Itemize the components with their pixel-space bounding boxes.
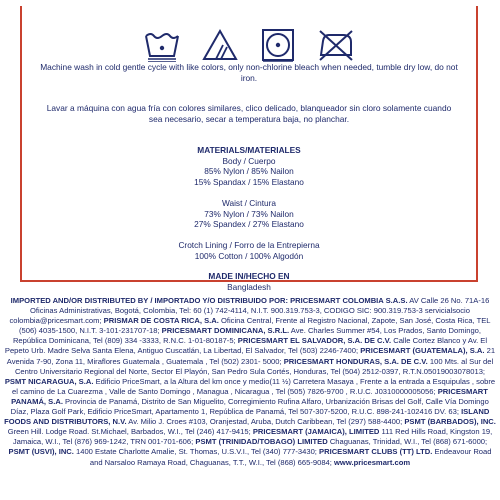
distributor-name: PSMT (BARBADOS), INC. bbox=[404, 417, 496, 427]
waist-label: Waist / Cintura bbox=[221, 197, 277, 208]
wash-30-gentle-icon bbox=[143, 28, 181, 62]
body-line-2: 15% Spandax / 15% Elastano bbox=[194, 177, 304, 188]
website-link[interactable]: www.pricesmart.com bbox=[334, 457, 411, 467]
distributor-name: PRISMAR DE COSTA RICA, S.A. bbox=[103, 316, 219, 326]
distributor-address: 100 Mts. al Sur del Centro Universitario Regional del Norte, Sector El Playón, San Pedro Sula Cortés, Honduras, Tel (504) 2512-0397, R.T.N.05019003078013; bbox=[14, 356, 494, 376]
distributor-address: Calle Cortez Blanco y Av. El Pepeto Urb. Madre Selva Santa Elena, Antiguo Cuscatlán, La Libertad, El Salvador, Tel (503) 2246-7400; bbox=[4, 336, 488, 356]
distributor-address: Av. Milio J. Croes #103, Oranjestad, Aruba, Dutch Caribbean, Tel (297) 588-4400; bbox=[126, 417, 403, 427]
made-in-heading: MADE IN/HECHO EN bbox=[208, 271, 290, 282]
distributor-name: PRICESMART EL SALVADOR, S.A. DE C.V. bbox=[237, 336, 392, 346]
distributor-address: Ave. Charles Summer #54, Los Prados, Santo Domingo, República Dominicana, Tel (809) 334 -3333, R.N.C. 1-01-80187-5; bbox=[12, 326, 482, 346]
distributor-name: PRICESMART (JAMAICA), LIMITED bbox=[252, 427, 380, 437]
distributor-address: 111 Red Hills Road, Kingston 19, Jamaica, W.I., Tel (876) 969-1242, TRN 001-701-606; bbox=[12, 427, 493, 447]
distributor-name: PSMT NICARAGUA, S.A. bbox=[4, 376, 94, 386]
care-instructions-es: Lavar a máquina con agua fría con colores similares, clico delicado, blanqueador sin cloro solamente cuando sea necesario, secar a temperatura baja, no planchar. bbox=[46, 103, 452, 124]
distributor-address: Provincia de Panamá, Distrito de San Miguelito, Corregimiento Rufina Alfaro, Urbanización Brisas del Golf, Calle Vía Domingo Díaz, Plaza Golf Park, Edificio PriceSmart, Apartamento 1, República de Panamá, Tel 507-307-5200, R.U.C. 898-241-102416 DV. 63; bbox=[10, 396, 489, 417]
bleach-triangle-icon bbox=[201, 28, 239, 62]
distributor-heading: IMPORTED AND/OR DISTRIBUTED BY / IMPORTADO Y/O DISTRIBUIDO POR: PRICESMART bbox=[10, 296, 341, 305]
care-instructions-en: Machine wash in cold gentle cycle with like colors, only non-chlorine bleach when needed, tumble dry low, do not iron. bbox=[40, 62, 458, 83]
body-line-1: 85% Nylon / 85% Nailon bbox=[204, 166, 294, 177]
materials-section bbox=[22, 145, 476, 293]
distributor-address: Oficina Central, Frente al Registro Nacional, Zapote, San José, Costa Rica, TEL (506) 4035-1500, N.I.T. 3-101-231707-18; bbox=[18, 316, 491, 336]
care-symbols bbox=[22, 28, 476, 62]
distributor-address: Chaguanas, Trinidad, W.I., Tel (868) 671-6000; bbox=[327, 437, 488, 447]
care-label-frame bbox=[20, 6, 478, 293]
distributor-name: ISLAND FOODS AND DISTRIBUTORS, N.V. bbox=[4, 407, 490, 427]
distributor-address: 21 Avenida 7-90, Zona 11, Miraflores Guatemala , Guatemala , Tel (502) 2301- 5000; bbox=[6, 346, 496, 366]
distributor-info bbox=[0, 296, 500, 468]
distributor-name: PRICESMART CLUBS (TT) LTD. bbox=[319, 447, 433, 457]
distributor-name: PRICESMART PANAMÁ, S.A. bbox=[11, 386, 488, 406]
crotch-line-1: 100% Cotton / 100% Algodón bbox=[194, 250, 304, 261]
distributor-address: 1400 Estate Charlotte Amalie, St. Thomas, U.S.V.I., Tel (340) 777-3430; bbox=[73, 447, 317, 457]
made-in-country: Bangladesh bbox=[227, 282, 271, 293]
materials-heading: MATERIALS/MATERIALES bbox=[197, 145, 301, 155]
distributor-name: PRICESMART DOMINICANA, S.R.L. bbox=[161, 326, 290, 336]
distributor-address: Endeavour Road and Narsaloo Ramaya Road, Chaguanas, T.T., W.I., Tel (868) 665-9084; bbox=[89, 447, 492, 467]
distributor-name: COLOMBIA S.A.S. bbox=[342, 296, 408, 305]
distributor-address: Edificio PriceSmart, a la Altura del km once y medio(11 ½) Carretera Masaya , Frente a la entrada a Esquipulas , sobre el camino de La Cuarezma , Valle de Santo Domingo , Managua , Nicaragua , Tel (505) 7826-9700 , R.U.C. J0310000005056; bbox=[12, 376, 496, 396]
no-iron-icon bbox=[317, 28, 355, 62]
crotch-label: Crotch Lining / Forro de la Entrepierna bbox=[178, 239, 320, 250]
distributor-address: AV Calle 26 No. 71A-16 Oficinas Administrativas, Bogotá, Colombia, Tel: 60 (1) 742-4114, N.I.T. 900.319.753-3, CODIGO SIC: 900.319.753-3 servicialsocio colombia@pricesmart.com; bbox=[9, 296, 490, 326]
body-label: Body / Cuerpo bbox=[222, 155, 276, 166]
distributor-address: Green Hill. Lodge Road. St.Michael, Barbados, W.I., Tel (246) 417-9415; bbox=[7, 427, 251, 437]
waist-line-1: 73% Nylon / 73% Nailon bbox=[204, 208, 294, 219]
tumble-dry-low-icon bbox=[259, 28, 297, 62]
distributor-name: PSMT (USVI), INC. bbox=[8, 447, 74, 457]
distributor-name: PRICESMART HONDURAS, S.A. DE C.V. bbox=[283, 356, 428, 366]
distributor-name: PRICESMART (GUATEMALA), S.A. bbox=[360, 346, 485, 356]
distributor-name: PSMT (TRINIDAD/TOBAGO) LIMITED bbox=[195, 437, 328, 447]
waist-line-2: 27% Spandex / 27% Elastano bbox=[194, 219, 304, 230]
